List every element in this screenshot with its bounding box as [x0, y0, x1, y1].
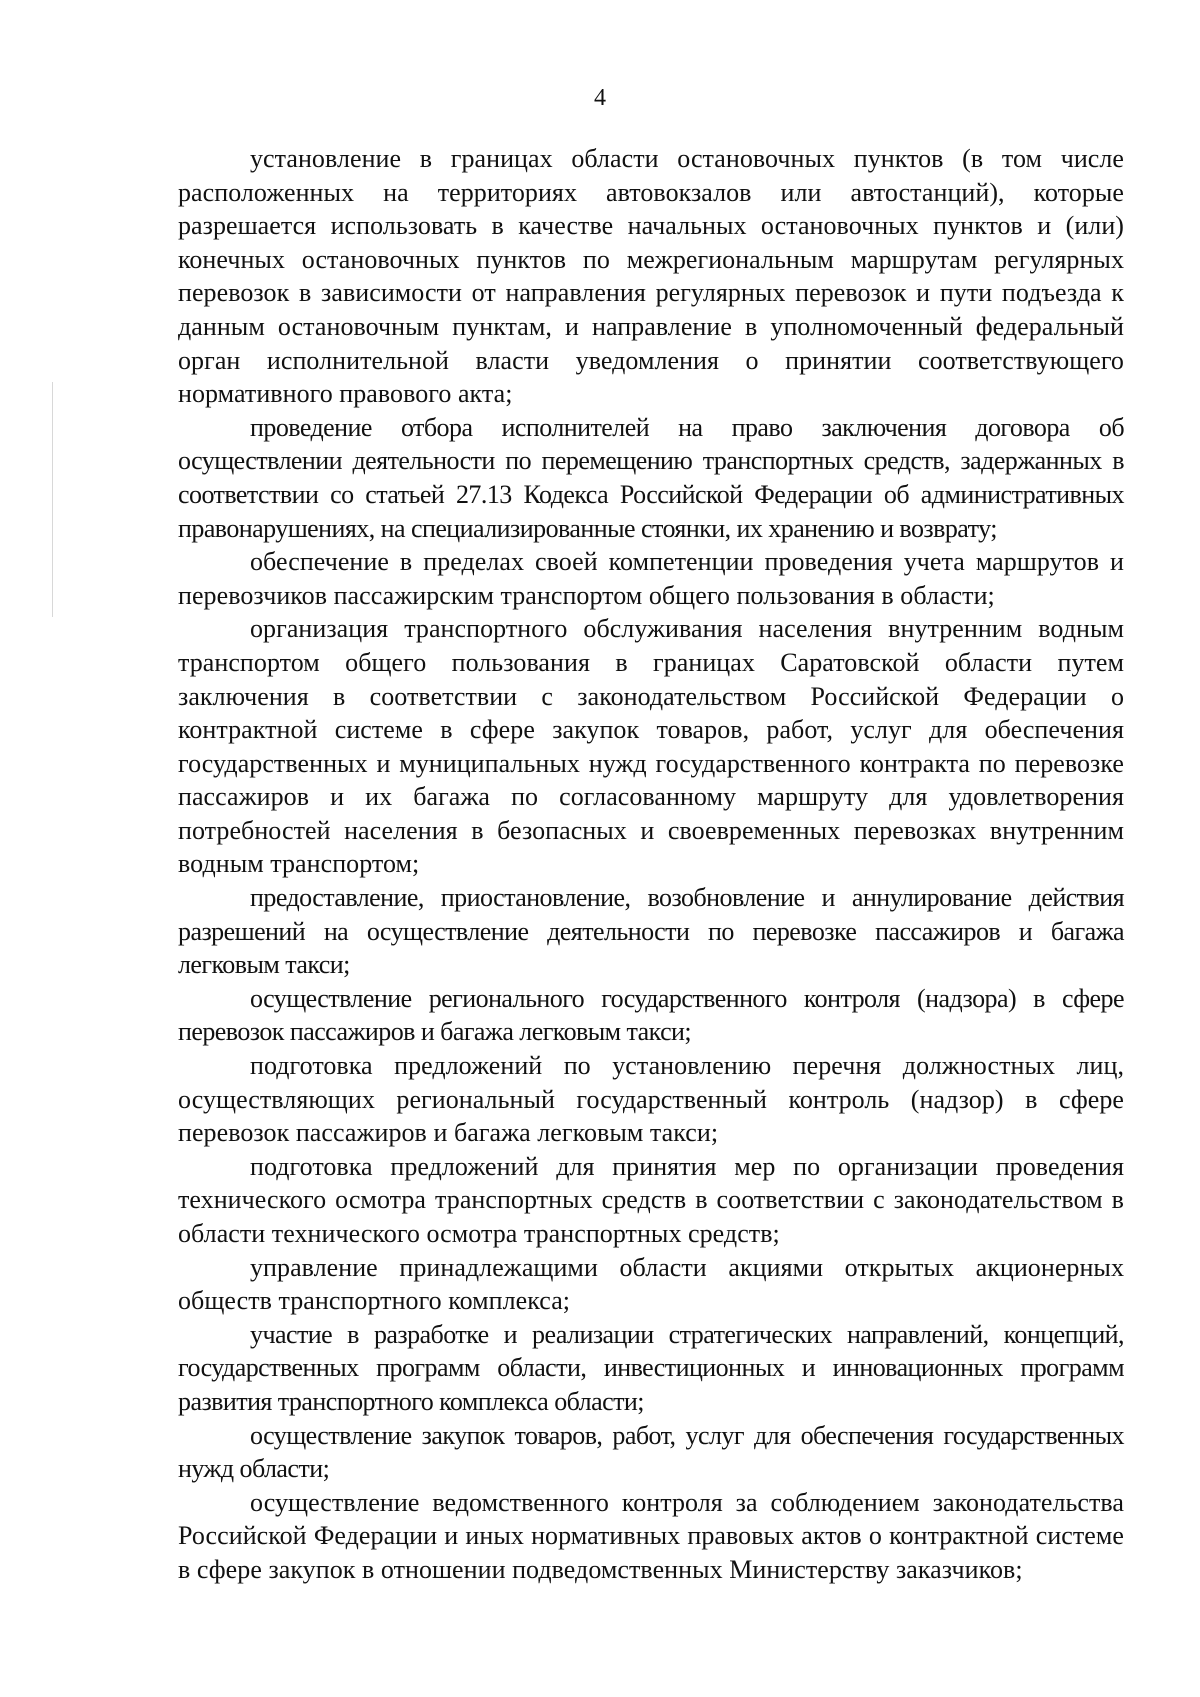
scan-margin-line: [52, 382, 53, 617]
document-body: [178, 142, 1124, 1587]
page-number: 4: [594, 85, 606, 111]
paragraph-water-transport: организация транспортного обслуживания населения внутренним водным транспортом общего пользования в границах Саратовской области путем заключения в соответствии с законодательством Российской Федерации о контрактной системе в сфере закупок товаров, работ, услуг для обеспечения государственных и муниципальных нужд государственного контракта по перевозке пассажиров и их багажа по согласованному маршруту для удовлетворения потребностей населения в безопасных и своевременных перевозках внутренним водным транспортом;: [178, 614, 1124, 879]
paragraph-procurement: осуществление закупок товаров, работ, услуг для обеспечения государственных нужд области;: [178, 1420, 1124, 1484]
paragraph-vehicle-relocation: проведение отбора исполнителей на право заключения договора об осуществлении деятельности по перемещению транспортных средств, задержанных в соответствии со статьей 27.13 Кодекса Российской Федерации об административных правонарушениях, на специализированные стоянки, их хранению и возврату;: [178, 412, 1124, 543]
paragraph-taxi-control: осуществление регионального государственного контроля (надзора) в сфере перевозок пассажиров и багажа легковым такси;: [178, 983, 1124, 1047]
paragraph-technical-inspection: подготовка предложений для принятия мер по организации проведения технического осмотра транспортных средств в соответствии с законодательством в области технического осмотра транспортных средств;: [178, 1151, 1124, 1248]
paragraph-strategic-programs: участие в разработке и реализации стратегических направлений, концепций, государственных программ области, инвестиционных и инновационных программ развития транспортного комплекса области;: [178, 1319, 1124, 1416]
paragraph-departmental-control: осуществление ведомственного контроля за соблюдением законодательства Российской Федерации и иных нормативных правовых актов о контрактной системе в сфере закупок в отношении подведомственных Министерству заказчиков;: [178, 1487, 1124, 1584]
paragraph-route-accounting: обеспечение в пределах своей компетенции проведения учета маршрутов и перевозчиков пассажирским транспортом общего пользования в области;: [178, 547, 1124, 610]
paragraph-shares-management: управление принадлежащими области акциями открытых акционерных обществ транспортного комплекса;: [178, 1252, 1124, 1316]
paragraph-taxi-officials: подготовка предложений по установлению перечня должностных лиц, осуществляющих региональный государственный контроль (надзор) в сфере перевозок пассажиров и багажа легковым такси;: [178, 1051, 1124, 1148]
paragraph-taxi-permits: предоставление, приостановление, возобновление и аннулирование действия разрешений на осуществление деятельности по перевозке пассажиров и багажа легковым такси;: [178, 883, 1124, 980]
paragraph-bus-stops: установление в границах области остановочных пунктов (в том числе расположенных на территориях автовокзалов или автостанций), которые разрешается использовать в качестве начальных остановочных пунктов и (или) конечных остановочных пунктов по межрегиональным маршрутам регулярных перевозок в зависимости от направления регулярных перевозок и пути подъезда к данным остановочным пунктам, и направление в уполномоченный федеральный орган исполнительной власти уведомления о принятии соответствующего нормативного правового акта;: [178, 144, 1124, 409]
